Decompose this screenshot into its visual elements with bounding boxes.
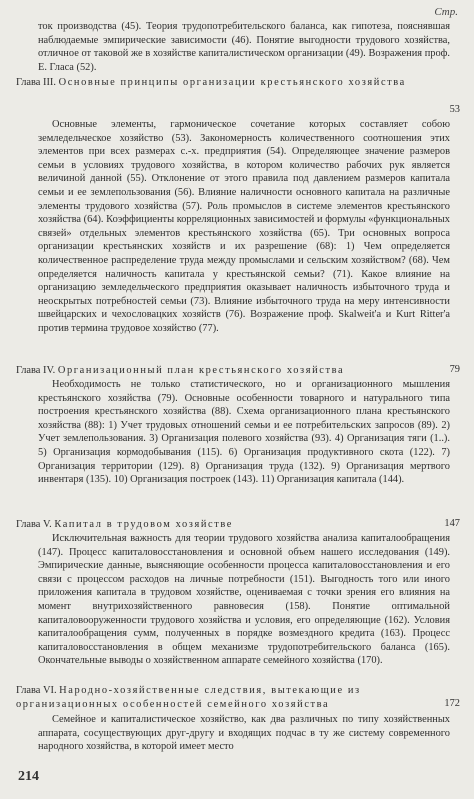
- chapter-title: Основные принципы организации крестьянского хозяйства: [58, 77, 406, 88]
- chapter-page-number: 53: [449, 104, 460, 115]
- chapter-heading: [16, 76, 416, 90]
- header-label: Стр.: [434, 6, 458, 18]
- toc-paragraph: Исключительная важность для теории трудового хозяйства анализа капиталообращения (147). Процесс капиталовосстановления и основной объем нашего исследования (149). Эмпирические данные, выясняющие особенности процесса капиталовосстановления и его связи с процессом расходов на личные потребности (151). Выгодность того или иного приложения капитала в трудовом хозяйстве, оцениваемая с точки зрения его влияния на момент внутрихозяйственного равновесия (158). Понятие оптимальной капиталовооруженности трудового хозяйства и условия, его определяющие (162). Условия капиталообращения сумм, полученных в порядке возмездного кредита (163). Процесс капиталовосстановления в общем механизме трудопотребительского баланса (165). Окончательные выводы о хозяйственном аппарате семейного хозяйства (170).: [38, 533, 450, 667]
- toc-paragraph: Необходимость не только статистического, но и организационного мышления крестьянского хозяйства (79). Основные особенности товарного и натурального типа построения крестьянского хозяйства (88). Схема организационного плана крестьянского хозяйства (88): 1) Учет трудовых отношений семьи и ее потребительских запросов (89). 2) Учет землепользования. 3) Организация полевого хозяйства (93). 4) Организация тяги (1..). 5) Организация кормодобывания (115). 6) Организация продуктивного скота (122). 7) Организация территории (129). 8) Организация труда (132). 9) Организация мертвого инвентаря (135). 10) Организация построек (143). 11) Организация капитала (144).: [38, 379, 450, 486]
- toc-paragraph: ток производства (45). Теория трудопотребительского баланса, как гипотеза, пояснявшая наблюдаемые эмпирические зависимости (46). Понятие выгодности трудового хозяйства, отличное от таковой же в хозяйстве капиталистическом организации (49). Возражения проф. Е. Гласа (52).: [38, 21, 450, 73]
- chapter-title: Народно-хозяйственные следствия, вытекающие из организационных особенностей семейного хозяйства: [16, 685, 361, 710]
- chapter-page-number: 79: [449, 364, 460, 375]
- chapter-label: Глава VI.: [16, 685, 57, 696]
- chapter-title: Капитал в трудовом хозяйстве: [54, 519, 234, 530]
- chapter-heading: [16, 684, 428, 711]
- chapter-label: Глава IV.: [16, 365, 56, 376]
- page-number: 214: [18, 769, 39, 784]
- chapter-label: Глава V.: [16, 519, 52, 530]
- chapter-label: Глава III.: [16, 77, 56, 88]
- chapter-page-number: 147: [444, 518, 460, 529]
- chapter-heading: [16, 518, 416, 532]
- chapter-page-number: 172: [444, 698, 460, 709]
- chapter-heading: [16, 364, 416, 378]
- chapter-title: Организационный план крестьянского хозяйства: [57, 365, 345, 376]
- toc-paragraph: Семейное и капиталистическое хозяйство, как два различных по типу хозяйственных аппарата, сосуществующих друг-другу и входящих подчас в ту же систему современного народного хозяйства, в которой имеет место: [38, 714, 450, 753]
- toc-paragraph: Основные элементы, гармоническое сочетание которых составляет собою земледельческое хозяйство (53). Закономерность количественного соотношения этих элементов при всех размерах с.-х. предприятия (54). Определяющее значение размеров семьи в условиях трудового хозяйства, в котором количество рабочих рук является величиной данной (55). Отклонение от этого правила под давлением размеров капитала семьи и ее землепользования (56). Влияние наличности основного капитала на различные элементы трудового хозяйства (57). Роль промыслов в системе элементов крестьянского хозяйства (64). Коэффициенты корреляционных зависимостей и формулы «функциональных связей» отдельных элементов крестьянского хозяйства (65). Три основных вопроса организации крестьянских хозяйств и их разрешение (68): 1) Чем определяется количественное распределение труда между промыслами и сельским хозяйством? (68). Чем определяется наличность капитала у крестьянской семьи? (71). Какое влияние на организацию земледельческого предприятия оказывает наличность избыточного труда и неоскрытых потребностей семьи (73). Влияние избыточного труда на меру интенсивности швейцарских и чехословацких хозяйств (76). Возражение проф. Skalweit'а и Kurt Ritter'а против термина трудовое хозяйство (77).: [38, 119, 450, 334]
